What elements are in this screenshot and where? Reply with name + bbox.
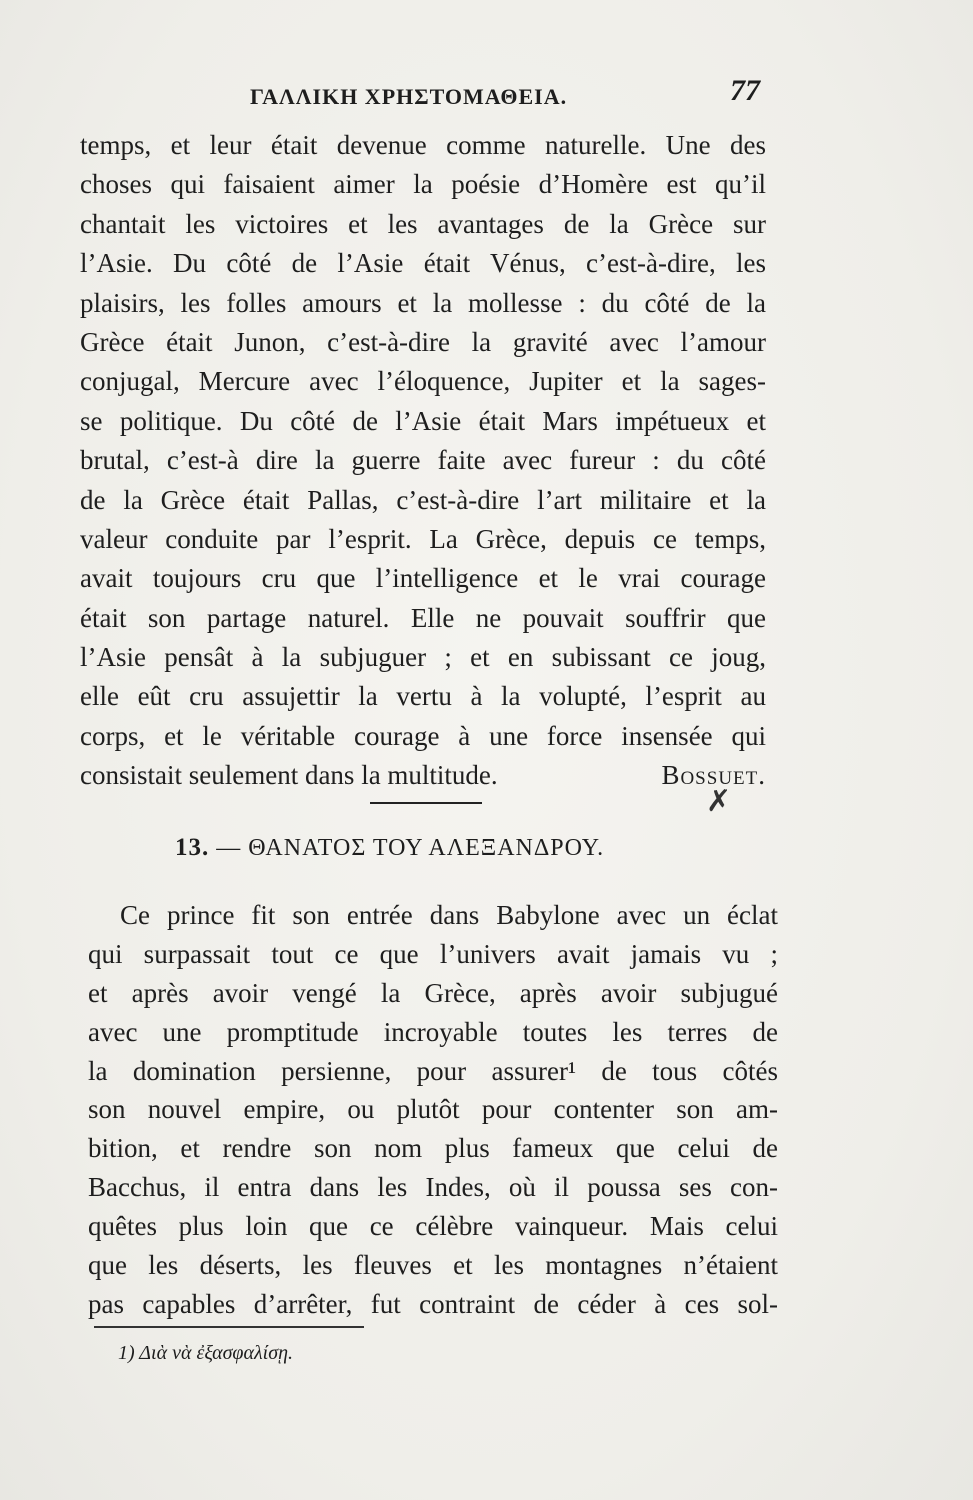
- text-line: bition, et rendre son nom plus fameux que celui de: [88, 1133, 778, 1164]
- text-line: la domination persienne, pour assurer¹ de tous côtés: [88, 1055, 778, 1086]
- page-number: 77: [730, 74, 760, 107]
- running-head: [80, 74, 760, 118]
- text-line: elle eût cru assujettir la vertu à la volupté, l’esprit au: [80, 681, 766, 712]
- section-heading: [175, 834, 604, 862]
- text-line: de la Grèce était Pallas, c’est-à-dire l’art militaire et la: [80, 484, 766, 515]
- text-line: et après avoir vengé la Grèce, après avoir subjugué: [88, 977, 778, 1008]
- text-line: brutal, c’est-à dire la guerre faite avec fureur : du côté: [80, 445, 766, 476]
- passage-text: [80, 126, 766, 796]
- section-text: [88, 896, 778, 1324]
- text-line: valeur conduite par l’esprit. La Grèce, depuis ce temps,: [80, 523, 766, 554]
- text-line: temps, et leur était devenue comme naturelle. Une des: [80, 130, 766, 160]
- text-line: quêtes plus loin que ce célèbre vainqueur. Mais celui: [88, 1211, 778, 1242]
- text-line: plaisirs, les folles amours et la mollesse : du côté de la: [80, 287, 766, 318]
- text-line: son nouvel empire, ou plutôt pour contenter son am-: [88, 1094, 778, 1125]
- section-title: — ΘΑΝΑΤΟΣ ΤΟΥ ΑΛΕΞΑΝΔΡΟΥ.: [216, 835, 605, 861]
- text-line: l’Asie pensât à la subjuguer ; et en subissant ce joug,: [80, 642, 766, 673]
- text-line: corps, et le véritable courage à une force insensée qui: [80, 720, 766, 751]
- text-line: qui surpassait tout ce que l’univers avait jamais vu ;: [88, 938, 778, 969]
- running-title: ΓΑΛΛΙΚΗ ΧΡΗΣΤΟΜΑΘΕΙΑ.: [250, 84, 568, 109]
- text-line: conjugal, Mercure avec l’éloquence, Jupiter et la sages-: [80, 366, 766, 397]
- text-line: Ce prince fit son entrée dans Babylone avec un éclat: [120, 900, 778, 930]
- text-line: se politique. Du côté de l’Asie était Mars impétueux et: [80, 405, 766, 436]
- text-line: avec une promptitude incroyable toutes les terres de: [88, 1016, 778, 1047]
- text-line: avait toujours cru que l’intelligence et le vrai courage: [80, 563, 766, 594]
- text-line: l’Asie. Du côté de l’Asie était Vénus, c’est-à-dire, les: [80, 248, 766, 279]
- text-line: Grèce était Junon, c’est-à-dire la gravité avec l’amour: [80, 326, 766, 357]
- footnote-rule: [94, 1326, 364, 1328]
- text-line: choses qui faisaient aimer la poésie d’Homère est qu’il: [80, 169, 766, 200]
- pencil-cross-mark: ✗: [706, 785, 732, 818]
- author-signature: Bossuet.: [661, 760, 766, 791]
- section-divider: [370, 802, 482, 804]
- text-line: chantait les victoires et les avantages de la Grèce sur: [80, 208, 766, 239]
- footnote: 1) Διὰ νὰ ἐξασφαλίσῃ.: [118, 1342, 293, 1364]
- last-text-line: [80, 756, 766, 795]
- last-line-text: consistait seulement dans la multitude.: [80, 760, 498, 791]
- text-line: que les déserts, les fleuves et les montagnes n’étaient: [88, 1250, 778, 1281]
- section-number: 13.: [175, 834, 210, 861]
- text-line: Bacchus, il entra dans les Indes, où il poussa ses con-: [88, 1172, 778, 1203]
- text-line: pas capables d’arrêter, fut contraint de céder à ces sol-: [88, 1288, 778, 1319]
- text-line: était son partage naturel. Elle ne pouvait souffrir que: [80, 602, 766, 633]
